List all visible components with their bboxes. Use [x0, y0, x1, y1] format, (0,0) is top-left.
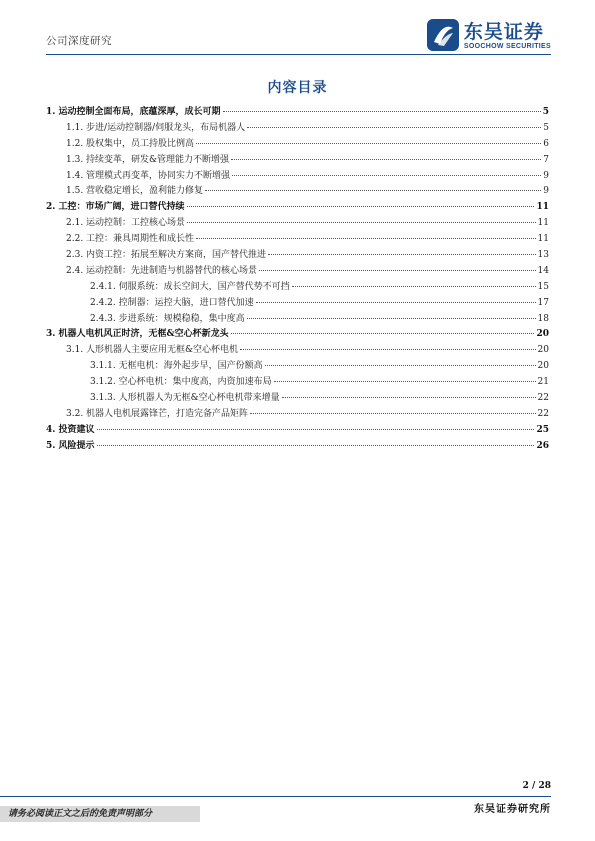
- logo-english-name: SOOCHOW SECURITIES: [463, 42, 551, 50]
- toc-entry[interactable]: [46, 422, 549, 438]
- toc-entry-title: 3.1. 人形机器人主要应用无框&空心杯电机: [66, 345, 239, 356]
- page-number: 2 / 28: [522, 781, 551, 791]
- toc-entry[interactable]: [46, 183, 549, 199]
- logo-chinese-name: 东吴证券: [463, 20, 544, 43]
- toc-leader-dots: [256, 302, 536, 303]
- toc-entry-title: 5. 风险提示: [46, 440, 95, 451]
- toc-entry-title: 2.4. 运动控制：先进制造与机器替代的核心场景: [66, 265, 258, 276]
- document-type-label: 公司深度研究: [46, 35, 112, 47]
- toc-entry[interactable]: [46, 326, 549, 342]
- toc-entry-page: 25: [536, 424, 549, 435]
- toc-entry[interactable]: [46, 136, 549, 152]
- toc-leader-dots: [231, 333, 535, 334]
- toc-entry-title: 2.2. 工控：兼具周期性和成长性: [66, 234, 195, 245]
- toc-entry-title: 3.1.3. 人形机器人为无框&空心杯电机带来增量: [90, 393, 280, 404]
- header-divider: [46, 54, 551, 55]
- toc-entry-title: 2.4.3. 步进系统：规模稳稳，集中度高: [90, 313, 245, 324]
- toc-entry-page: 9: [543, 186, 549, 197]
- toc-leader-dots: [265, 365, 536, 366]
- toc-entry-title: 3.1.1. 无框电机：海外起步早，国产份额高: [90, 361, 263, 372]
- company-logo: [426, 18, 551, 52]
- toc-leader-dots: [205, 190, 541, 191]
- toc-entry-page: 6: [543, 138, 549, 149]
- toc-entry-page: 15: [537, 281, 549, 292]
- toc-leader-dots: [247, 318, 536, 319]
- toc-entry-title: 1. 运动控制全面布局，底蕴深厚，成长可期: [46, 107, 221, 117]
- toc-entry-title: 1.4. 管理模式再变革，协同实力不断增强: [66, 170, 231, 181]
- toc-entry[interactable]: [46, 374, 549, 390]
- toc-entry-page: 9: [543, 170, 549, 181]
- toc-entry-page: 20: [537, 361, 549, 372]
- toc-entry-page: 18: [537, 313, 549, 324]
- toc-entry-title: 1.5. 营收稳定增长，盈利能力修复: [66, 186, 204, 197]
- toc-leader-dots: [247, 127, 541, 128]
- toc-leader-dots: [187, 206, 535, 207]
- toc-entry[interactable]: [46, 263, 549, 279]
- toc-entry-title: 2.1. 运动控制：工控核心场景: [66, 218, 186, 229]
- toc-entry-page: 21: [537, 377, 549, 388]
- toc-entry[interactable]: [46, 199, 549, 215]
- toc-entry[interactable]: [46, 104, 549, 120]
- toc-leader-dots: [250, 413, 536, 414]
- toc-entry[interactable]: [46, 358, 549, 374]
- toc-entry-title: 1.1. 步进/运动控制器/伺服龙头，布局机器人: [66, 122, 246, 133]
- toc-leader-dots: [97, 429, 535, 430]
- toc-leader-dots: [196, 238, 536, 239]
- toc-entry[interactable]: [46, 152, 549, 168]
- toc-entry-page: 7: [543, 154, 549, 165]
- toc-leader-dots: [259, 270, 536, 271]
- toc-leader-dots: [268, 254, 536, 255]
- toc-entry-page: 11: [536, 202, 549, 213]
- toc-entry-page: 17: [537, 297, 549, 308]
- toc-entry[interactable]: [46, 120, 549, 136]
- toc-entry[interactable]: [46, 295, 549, 311]
- toc-leader-dots: [232, 175, 541, 176]
- toc-entry-title: 4. 投资建议: [46, 424, 95, 435]
- toc-entry[interactable]: [46, 311, 549, 327]
- toc-entry[interactable]: [46, 406, 549, 422]
- toc-entry-title: 2.4.1. 伺服系统：成长空间大，国产替代势不可挡: [90, 281, 290, 292]
- toc-entry-page: 22: [537, 408, 549, 419]
- toc-entry-title: 1.3. 持续变革，研发&管理能力不断增强: [66, 154, 230, 165]
- institute-name: 东吴证券研究所: [474, 804, 551, 815]
- disclaimer-notice: 请务必阅读正文之后的免责声明部分: [0, 806, 200, 822]
- table-of-contents: [46, 104, 549, 454]
- toc-entry-title: 3.1.2. 空心杯电机：集中度高，内资加速布局: [90, 377, 272, 388]
- toc-leader-dots: [292, 286, 536, 287]
- toc-entry[interactable]: [46, 247, 549, 263]
- toc-leader-dots: [223, 111, 541, 112]
- toc-leader-dots: [231, 159, 541, 160]
- toc-entry-page: 11: [537, 218, 549, 229]
- toc-entry[interactable]: [46, 342, 549, 358]
- toc-entry[interactable]: [46, 390, 549, 406]
- toc-entry[interactable]: [46, 168, 549, 184]
- soochow-logo-icon: [426, 18, 460, 52]
- toc-entry-page: 26: [536, 440, 549, 451]
- footer-divider: [0, 796, 551, 797]
- toc-entry-page: 22: [537, 393, 549, 404]
- toc-entry[interactable]: [46, 438, 549, 454]
- toc-entry-title: 2. 工控：市场广阔，进口替代持续: [46, 202, 185, 213]
- toc-entry-page: 5: [542, 107, 549, 117]
- toc-entry-page: 20: [536, 329, 549, 340]
- toc-entry-page: 11: [537, 234, 549, 245]
- toc-entry-title: 3. 机器人电机风正时济，无框&空心杯新龙头: [46, 329, 229, 340]
- toc-title: 内容目录: [267, 80, 328, 96]
- toc-entry-title: 3.2. 机器人电机展露锋芒，打造完备产品矩阵: [66, 408, 249, 419]
- toc-entry[interactable]: [46, 215, 549, 231]
- toc-entry[interactable]: [46, 231, 549, 247]
- toc-leader-dots: [187, 222, 536, 223]
- toc-leader-dots: [196, 143, 541, 144]
- toc-entry-page: 5: [543, 122, 549, 133]
- toc-entry-title: 2.4.2. 控制器：运控大脑，进口替代加速: [90, 297, 254, 308]
- toc-entry-title: 1.2. 股权集中，员工持股比例高: [66, 138, 195, 149]
- toc-entry-page: 14: [537, 265, 549, 276]
- toc-entry[interactable]: [46, 279, 549, 295]
- toc-leader-dots: [282, 397, 536, 398]
- toc-entry-page: 20: [537, 345, 549, 356]
- toc-leader-dots: [97, 445, 535, 446]
- toc-entry-title: 2.3. 内资工控：拓展至解决方案商，国产替代推进: [66, 250, 267, 261]
- toc-leader-dots: [240, 349, 536, 350]
- toc-entry-page: 13: [537, 250, 549, 261]
- toc-leader-dots: [274, 381, 536, 382]
